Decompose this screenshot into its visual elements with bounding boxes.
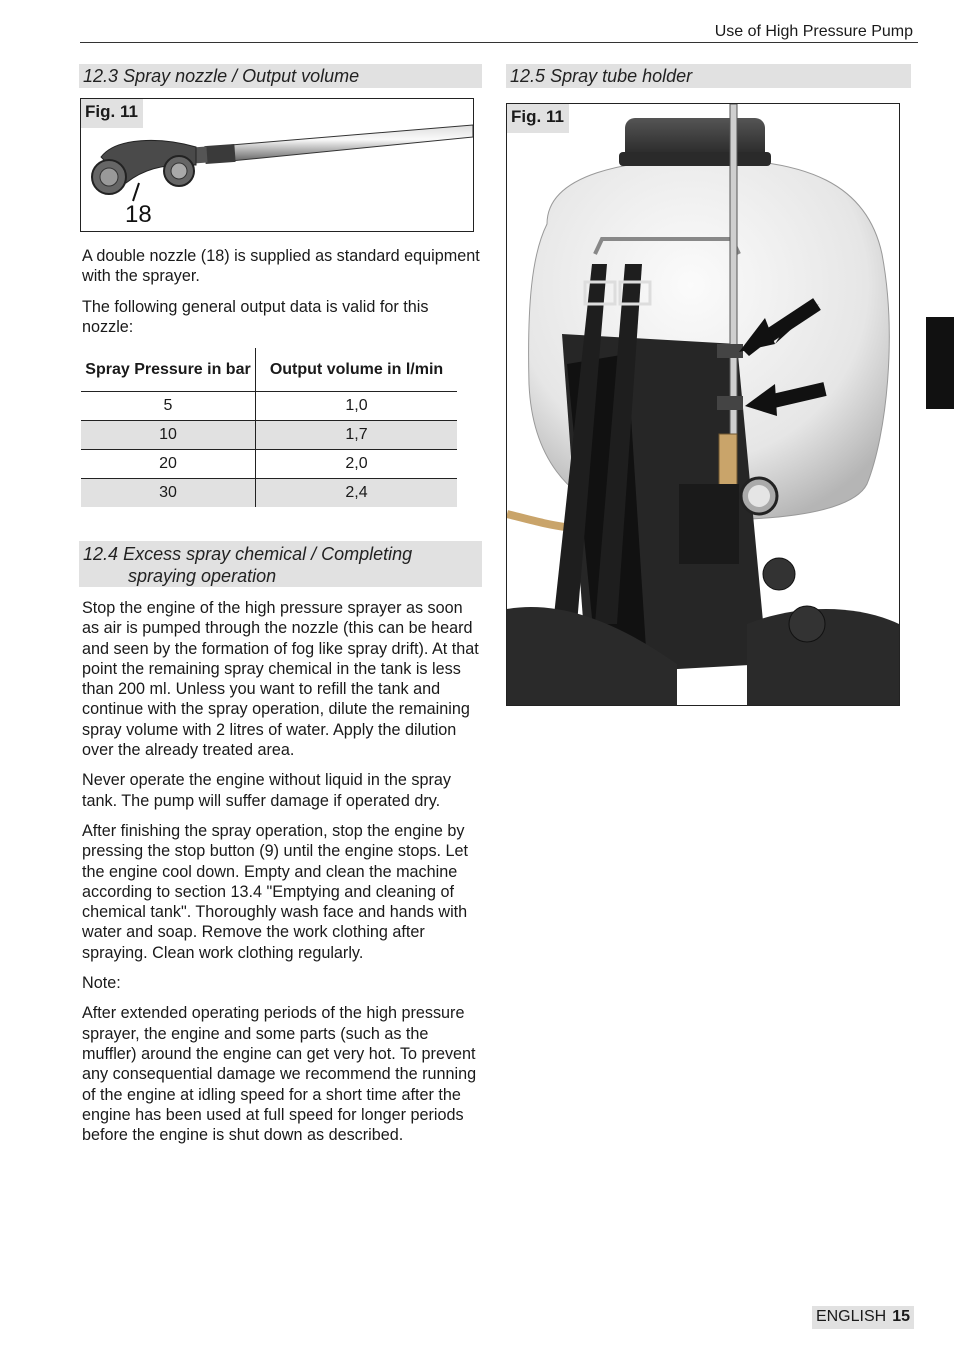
paragraph: After extended operating periods of the high pressure sprayer, the engine and some parts (such as the muffler) around the engine can get very hot. To prevent any consequential damage we recommend the running of the engine at idling speed for a short time after the engine has been used at full speed for longer periods before the engine is shut down as described.	[82, 1004, 477, 1145]
paragraph: The following general output data is valid for this nozzle:	[82, 297, 429, 336]
header-rule	[80, 42, 918, 43]
section-12-4-heading	[79, 541, 482, 587]
column-header-volume: Output volume in l/min	[256, 348, 458, 392]
table-cell: 2,0	[256, 450, 458, 479]
table-cell: 1,0	[256, 392, 458, 421]
table-cell: 5	[81, 392, 256, 421]
table-cell: 1,7	[256, 421, 458, 450]
table-cell: 30	[81, 479, 256, 508]
section-12-5-heading	[506, 64, 911, 88]
nozzle-illustration	[81, 99, 473, 231]
figure-spray-tube-holder	[506, 103, 900, 706]
paragraph: Stop the engine of the high pressure sprayer as soon as air is pumped through the nozzle (this can be heard and seen by the formation of fog like spray drift). At that point the remaining spray chemical in the tank is less than 200 ml. Unless you want to refill the tank and continue with the spray operation, dilute the remaining spray volume with 2 litres of water. Apply the dilution over the already treated area.	[82, 599, 479, 760]
table-row	[81, 479, 457, 508]
table-row	[81, 450, 457, 479]
section-number: 12.4	[83, 544, 119, 564]
table-cell: 20	[81, 450, 256, 479]
callout-number: 18	[125, 201, 152, 228]
page-footer	[812, 1306, 914, 1329]
output-volume-table	[81, 348, 457, 507]
figure-double-nozzle	[80, 98, 474, 232]
section-title: Spray nozzle / Output volume	[123, 66, 360, 86]
section-title-line1: Excess spray chemical / Completing	[123, 544, 413, 564]
figure-label: Fig. 11	[81, 99, 143, 128]
footer-language: ENGLISH	[815, 1308, 887, 1325]
section-12-3-heading	[79, 64, 482, 88]
section-title-line2: spraying operation	[128, 566, 277, 586]
paragraph: Note:	[82, 974, 121, 993]
table-cell: 10	[81, 421, 256, 450]
paragraph: After finishing the spray operation, stop the engine by pressing the stop button (9) until the engine stops. Let the engine cool down. Empty and clean the machine according to section 13.4 "Emptying and cleaning of chemical tank". Thoroughly wash face and hands with water and soap. Remove the work clothing after spraying. Clean work clothing regularly.	[82, 821, 469, 962]
page-number: 15	[892, 1308, 910, 1325]
sprayer-photo	[507, 104, 899, 705]
language-thumb-tab	[926, 317, 954, 409]
table-header-row	[81, 348, 457, 392]
section-number: 12.3	[83, 66, 119, 86]
paragraph: Never operate the engine without liquid in the spray tank. The pump will suffer damage if operated dry.	[82, 771, 451, 810]
section-number: 12.5	[510, 66, 546, 86]
paragraph: A double nozzle (18) is supplied as standard equipment with the sprayer.	[82, 247, 480, 286]
table-row	[81, 392, 457, 421]
section-12-4-body	[82, 598, 480, 1155]
page-header-title: Use of High Pressure Pump	[714, 23, 913, 40]
section-title: Spray tube holder	[550, 66, 693, 86]
table-cell: 2,4	[256, 479, 458, 508]
figure-label: Fig. 11	[507, 104, 569, 133]
table-row	[81, 421, 457, 450]
section-12-3-body	[82, 246, 482, 347]
column-header-pressure: Spray Pressure in bar	[81, 348, 256, 392]
